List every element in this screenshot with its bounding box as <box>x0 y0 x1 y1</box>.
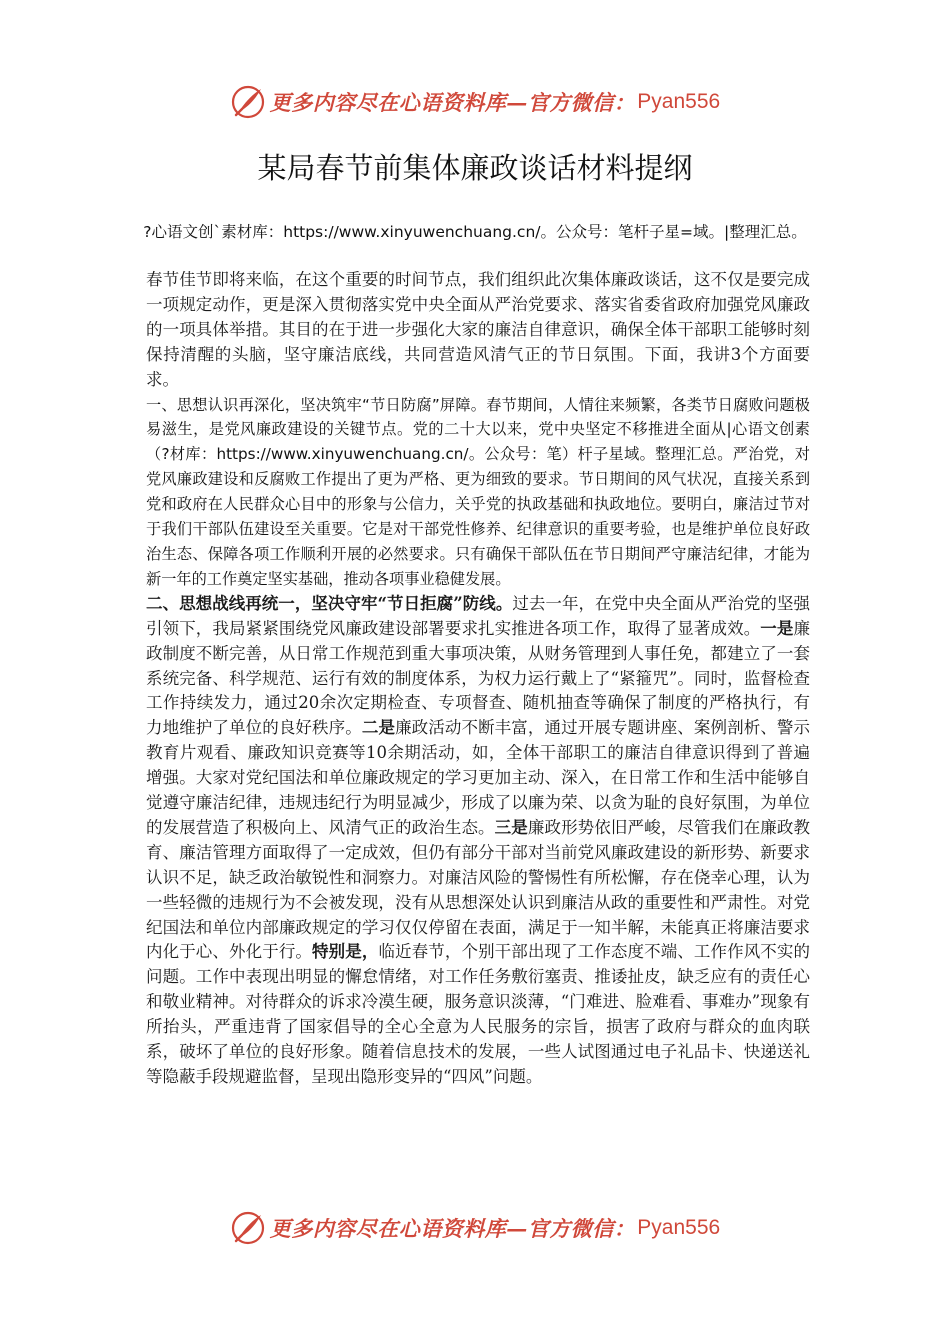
section-2-paragraph <box>146 592 810 1090</box>
document-title: 某局春节前集体廉政谈话材料提纲 <box>257 151 693 185</box>
banner-wechat-id: Pyan556 <box>637 90 721 113</box>
lead-third: 三是 <box>494 817 528 837</box>
lead-second: 二是 <box>361 718 396 738</box>
banner-wechat-id: Pyan556 <box>637 1216 721 1239</box>
source-line: ?心语文创`素材库：https://www.xinyuwenchuang.cn/。公众号：笔杆子星=域。|整理汇总。 <box>143 223 807 241</box>
section-1-paragraph: 一、思想认识再深化，坚决筑牢“节日防腐”屏障。春节期间，人情往来频繁，各类节日腐败问题极易滋生，是党风廉政建设的关键节点。党的二十大以来，党中央坚定不移推进全面从|心语文创素（?材库：https://www.xinyuwenchuang.cn/。公众号：笔）杆子星域。整理汇总。严治党，对党风廉政建设和反腐败工作提出了更为严格、更为细致的要求。节日期间的风气状况，直接关系到党和政府在人民群众心目中的形象与公信力，关乎党的执政基础和执政地位。要明白，廉洁过节对于我们干部队伍建设至关重要。它是对干部党性修养、纪律意识的重要考验，也是维护单位良好政治生态、保障各项工作顺利开展的必然要求。只有确保干部队伍在节日期间严守廉洁纪律，才能为新一年的工作奠定坚实基础，推动各项事业稳健发展。 <box>146 395 810 588</box>
lead-first: 一是 <box>760 618 794 638</box>
lead-especially: 特别是， <box>312 942 379 962</box>
intro-paragraph: 春节佳节即将来临，在这个重要的时间节点，我们组织此次集体廉政谈话，这不仅是要完成一项规定动作，更是深入贯彻落实党中央全面从严治党要求、落实省委省政府加强党风廉政的一项具体举措。其目的在于进一步强化大家的廉洁自律意识，确保全体干部职工能够时刻保持清醒的头脑，坚守廉洁底线，共同营造风清气正的节日氛围。下面，我讲3个方面要求。 <box>146 270 810 389</box>
section-2-text-c: 廉政活动不断丰富，通过开展专题讲座、案例剖析、警示教育片观看、廉政知识竞赛等10余期活动，如，全体干部职工的廉洁自律意识得到了普遍增强。大家对党纪国法和单位廉政规定的学习更加主动、深入，在日常工作和生活中能够自觉遵守廉洁纪律，违规违纪行为明显减少，形成了以廉为荣、以贪为耻的良好氛围，为单位的发展营造了积极向上、风清气正的政治生态。 <box>146 718 811 837</box>
banner-slogan: 更多内容尽在心语资料库—官方微信： <box>269 90 636 115</box>
section-2-text-b: 廉政制度不断完善，从日常工作规范到重大事项决策，从财务管理到人事任免，都建立了一套系统完备、科学规范、运行有效的制度体系，为权力运行戴上了“紧箍咒”。同时，监督检查工作持续发力，通过20余次定期检查、专项督查、随机抽查等确保了制度的严格执行，有力地维护了单位的良好秩序。 <box>146 618 811 738</box>
banner-slogan: 更多内容尽在心语资料库—官方微信： <box>269 1216 636 1241</box>
section-2-text-a: 过去一年，在党中央全面从严治党的坚强引领下，我局紧紧围绕党风廉政建设部署要求扎实推进各项工作，取得了显著成效。 <box>146 593 811 638</box>
section-2-text-d: 廉政形势依旧严峻，尽管我们在廉政教育、廉洁管理方面取得了一定成效，但仍有部分干部对当前党风廉政建设的新形势、新要求认识不足，缺乏政治敏锐性和洞察力。对廉洁风险的警惕性有所松懈，存在侥幸心理，认为一些轻微的违规行为不会被发现，没有从思想深处认识到廉洁从政的重要性和严肃性。对党纪国法和单位内部廉政规定的学习仅仅停留在表面，满足于一知半解，未能真正将廉洁要求内化于心、外化于行。 <box>146 817 811 962</box>
document-body <box>146 268 810 1090</box>
footer-banner <box>0 1208 950 1248</box>
section-2-text-e: 临近春节，个别干部出现了工作态度不端、工作作风不实的问题。工作中表现出明显的懈怠情绪，对工作任务敷衍塞责、推诿扯皮，缺乏应有的责任心和敬业精神。对待群众的诉求冷漠生硬，服务意识淡薄，“门难进、脸难看、事难办”现象有所抬头，严重违背了国家倡导的全心全意为人民服务的宗旨，损害了政府与群众的血肉联系，破坏了单位的良好形象。随着信息技术的发展，一些人试图通过电子礼品卡、快递送礼等隐蔽手段规避监督，呈现出隐形变异的“四风”问题。 <box>146 942 811 1086</box>
header-banner <box>0 82 950 122</box>
quill-logo-icon <box>230 1210 266 1246</box>
section-2-heading: 二、思想战线再统一，坚决守牢“节日拒腐”防线。 <box>146 593 513 613</box>
quill-logo-icon <box>230 84 266 120</box>
